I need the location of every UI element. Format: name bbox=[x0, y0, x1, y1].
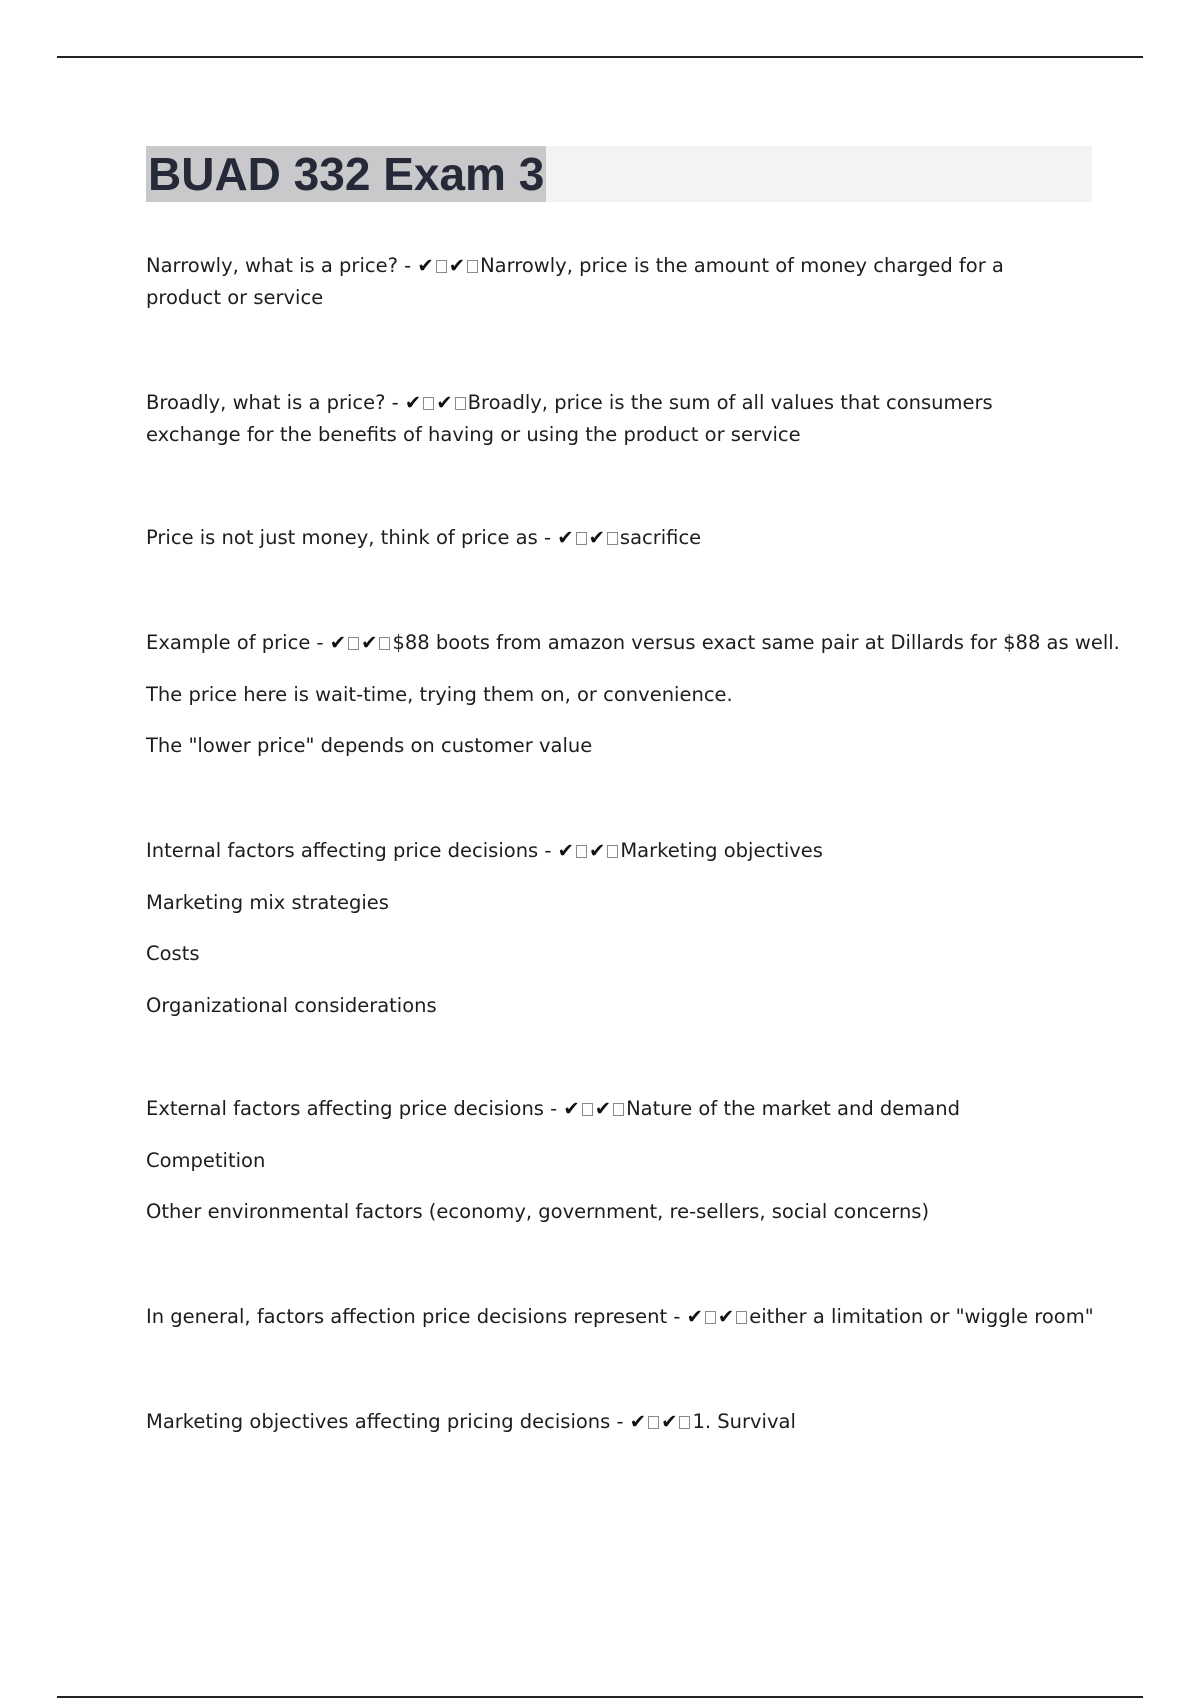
check-icon: ✔ bbox=[557, 526, 574, 549]
flashcard-8 bbox=[146, 1406, 1076, 1438]
missing-glyph-box-icon bbox=[607, 845, 618, 858]
answer-text: Nature of the market and demand bbox=[626, 1097, 960, 1120]
missing-glyph-box-icon bbox=[348, 637, 359, 650]
check-icon: ✔ bbox=[563, 1097, 580, 1120]
answer-text: either a limitation or "wiggle room" bbox=[749, 1305, 1094, 1328]
check-icon: ✔ bbox=[417, 254, 434, 277]
missing-glyph-box-icon bbox=[582, 1103, 593, 1116]
check-icon: ✔ bbox=[594, 1097, 612, 1120]
missing-glyph-box-icon bbox=[436, 260, 447, 273]
flashcard-4 bbox=[146, 627, 1120, 659]
missing-glyph-box-icon bbox=[648, 1416, 659, 1429]
check-icon: ✔ bbox=[588, 526, 605, 549]
bottom-rule bbox=[57, 1696, 1143, 1698]
check-icon: ✔ bbox=[329, 631, 347, 654]
missing-glyph-box-icon bbox=[736, 1311, 747, 1324]
flashcard-1 bbox=[146, 250, 1076, 314]
answer-continuation: The "lower price" depends on customer value bbox=[146, 734, 593, 757]
answer-continuation: Marketing mix strategies bbox=[146, 891, 389, 914]
missing-glyph-box-icon bbox=[576, 532, 587, 545]
missing-glyph-box-icon bbox=[613, 1103, 624, 1116]
missing-glyph-box-icon bbox=[679, 1416, 690, 1429]
check-icon: ✔ bbox=[361, 631, 378, 654]
answer-continuation: Other environmental factors (economy, government, re-sellers, social concerns) bbox=[146, 1200, 930, 1223]
answer-continuation: Organizational considerations bbox=[146, 994, 437, 1017]
answer-text: 1. Survival bbox=[692, 1410, 796, 1433]
answer-text: Marketing objectives bbox=[620, 839, 823, 862]
top-rule bbox=[57, 56, 1143, 58]
page-title: BUAD 332 Exam 3 bbox=[148, 148, 545, 200]
question-text: Internal factors affecting price decisions - bbox=[146, 839, 558, 862]
question-text: Price is not just money, think of price as - bbox=[146, 526, 558, 549]
check-icon: ✔ bbox=[404, 391, 422, 414]
flashcard-7 bbox=[146, 1301, 1094, 1333]
answer-continuation: Competition bbox=[146, 1149, 266, 1172]
answer-continuation: Costs bbox=[146, 942, 200, 965]
missing-glyph-box-icon bbox=[467, 260, 478, 273]
answer-text: sacrifice bbox=[619, 526, 702, 549]
flashcard-2 bbox=[146, 387, 1076, 451]
check-icon: ✔ bbox=[686, 1305, 703, 1328]
question-text: Broadly, what is a price? - bbox=[146, 391, 405, 414]
check-icon: ✔ bbox=[557, 839, 574, 862]
answer-continuation: The price here is wait-time, trying them on, or convenience. bbox=[146, 683, 733, 706]
check-icon: ✔ bbox=[717, 1305, 735, 1328]
check-icon: ✔ bbox=[436, 391, 453, 414]
question-text: Marketing objectives affecting pricing decisions - bbox=[146, 1410, 630, 1433]
answer-text: Narrowly, price is the amount of money charged for a product or service bbox=[146, 254, 1004, 309]
missing-glyph-box-icon bbox=[379, 637, 390, 650]
flashcard-6 bbox=[146, 1093, 1076, 1125]
check-icon: ✔ bbox=[629, 1410, 647, 1433]
missing-glyph-box-icon bbox=[607, 532, 618, 545]
question-text: In general, factors affection price decisions represent - bbox=[146, 1305, 687, 1328]
missing-glyph-box-icon bbox=[576, 845, 587, 858]
question-text: Narrowly, what is a price? - bbox=[146, 254, 418, 277]
question-text: External factors affecting price decisions - bbox=[146, 1097, 564, 1120]
flashcard-5 bbox=[146, 835, 1076, 867]
missing-glyph-box-icon bbox=[455, 397, 466, 410]
check-icon: ✔ bbox=[661, 1410, 678, 1433]
answer-text: Broadly, price is the sum of all values that consumers exchange for the benefits of having or using the product or service bbox=[146, 391, 993, 446]
missing-glyph-box-icon bbox=[423, 397, 434, 410]
check-icon: ✔ bbox=[589, 839, 606, 862]
answer-text: $88 boots from amazon versus exact same pair at Dillards for $88 as well. bbox=[392, 631, 1120, 654]
flashcard-3 bbox=[146, 522, 1076, 554]
check-icon: ✔ bbox=[448, 254, 466, 277]
missing-glyph-box-icon bbox=[705, 1311, 716, 1324]
question-text: Example of price - bbox=[146, 631, 330, 654]
